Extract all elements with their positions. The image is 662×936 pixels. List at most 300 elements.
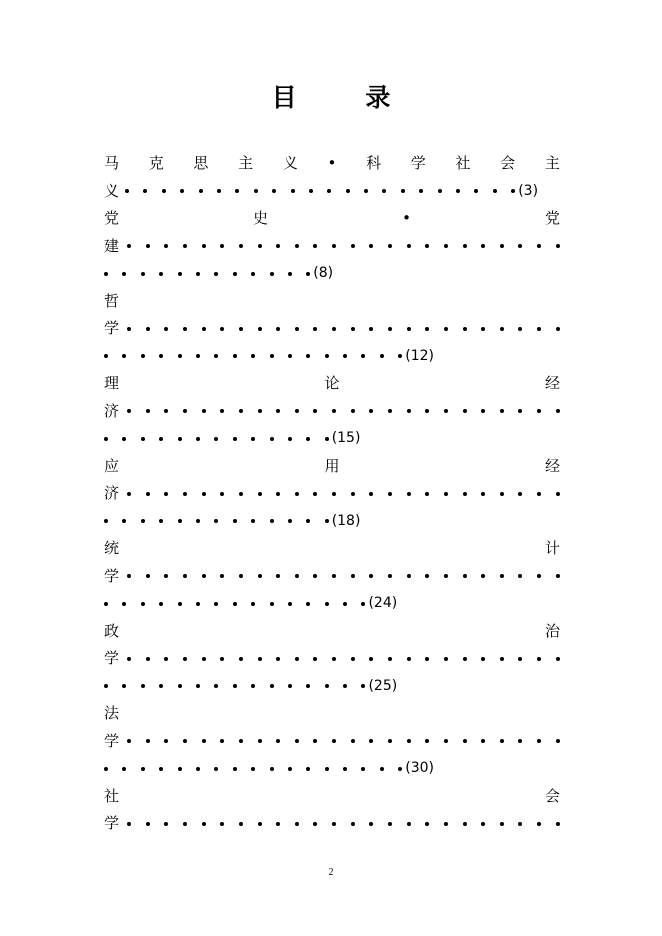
leader-dot — [122, 272, 126, 276]
leader-dot — [233, 272, 237, 276]
leader-dot — [313, 327, 317, 331]
toc-char: 用 — [324, 456, 340, 475]
toc-page-number: (8) — [313, 265, 334, 281]
leader-dot — [332, 657, 336, 661]
leader-dot — [425, 492, 429, 496]
leader-dot — [251, 684, 255, 688]
leader-dot — [343, 767, 347, 771]
leader-dot — [325, 519, 329, 523]
leader-dot — [556, 822, 560, 826]
leader-dot — [270, 767, 274, 771]
leader-dot — [398, 354, 402, 358]
leader-dot — [500, 492, 504, 496]
toc-char: 学 — [104, 731, 120, 750]
leader-dot — [233, 602, 237, 606]
leader-dot — [276, 657, 280, 661]
leader-dot — [481, 327, 485, 331]
leader-dot — [346, 189, 350, 193]
leader-dot — [272, 189, 276, 193]
leader-dot — [463, 327, 467, 331]
toc-entry-line1 — [104, 700, 560, 728]
toc-char: 思 — [193, 154, 209, 172]
toc-char: 论 — [324, 374, 340, 392]
leader-dot — [463, 574, 467, 578]
toc-char: 学 — [104, 319, 120, 337]
leader-dot — [343, 354, 347, 358]
leader-dot — [183, 574, 187, 578]
leader-dot — [351, 657, 355, 661]
leader-dot — [127, 327, 131, 331]
leader-dot — [178, 602, 182, 606]
leader-dot — [270, 519, 274, 523]
leader-dot — [196, 602, 200, 606]
leader-dot — [122, 519, 126, 523]
leader-dot — [295, 244, 299, 248]
leader-dot — [239, 657, 243, 661]
leader-dot — [162, 189, 166, 193]
leader-dot — [125, 189, 129, 193]
leader-dot — [251, 354, 255, 358]
leader-dot — [214, 684, 218, 688]
leader-dot — [425, 327, 429, 331]
toc-char: 治 — [544, 621, 560, 640]
leader-dot — [104, 519, 108, 523]
toc-entry-line1 — [104, 535, 560, 563]
leader-dot — [407, 739, 411, 743]
toc-char: 义 — [282, 154, 298, 172]
leader-dot — [196, 684, 200, 688]
leader-dot — [444, 574, 448, 578]
toc-char: 义 — [104, 181, 120, 200]
leader-dot — [419, 189, 423, 193]
leader-dot — [325, 767, 329, 771]
leader-dot — [537, 574, 541, 578]
toc-entry-leader — [104, 728, 560, 756]
leader-dot — [361, 767, 365, 771]
leader-dot — [425, 739, 429, 743]
toc-page-number: (25) — [368, 677, 398, 694]
leader-dot — [196, 354, 200, 358]
toc-page-number: (3) — [518, 182, 539, 199]
leader-dot — [183, 657, 187, 661]
toc-char: 计 — [544, 539, 560, 557]
leader-dot — [214, 767, 218, 771]
leader-dot — [295, 492, 299, 496]
leader-dot — [369, 327, 373, 331]
leader-dot — [481, 492, 485, 496]
leader-dot — [276, 739, 280, 743]
leader-dot — [351, 492, 355, 496]
toc-char: 学 — [104, 649, 120, 667]
leader-dot — [178, 519, 182, 523]
toc-entry-leader — [104, 233, 560, 261]
leader-dot — [481, 822, 485, 826]
leader-dot — [537, 657, 541, 661]
leader-dot — [141, 437, 145, 441]
toc-entry-line1 — [104, 618, 560, 646]
leader-dot — [270, 272, 274, 276]
toc-entry-leader-cont — [104, 343, 560, 371]
leader-dot — [500, 739, 504, 743]
leader-dot — [127, 492, 131, 496]
leader-dot — [214, 437, 218, 441]
toc-entry-leader-cont — [104, 590, 560, 618]
leader-dot — [556, 574, 560, 578]
leader-dot — [444, 244, 448, 248]
leader-dot — [313, 739, 317, 743]
leader-dot — [493, 189, 497, 193]
leader-dot — [258, 574, 262, 578]
leader-dot — [295, 822, 299, 826]
leader-dot — [425, 574, 429, 578]
toc-entry-leader-cont — [104, 508, 560, 536]
leader-dot — [164, 492, 168, 496]
toc-entry-leader — [104, 645, 560, 673]
leader-dot — [141, 354, 145, 358]
leader-dot — [444, 492, 448, 496]
leader-dot — [233, 767, 237, 771]
leader-dot — [351, 244, 355, 248]
leader-dot — [407, 822, 411, 826]
leader-dot — [159, 272, 163, 276]
toc-char: 应 — [104, 456, 120, 475]
toc-char: 史 — [253, 209, 269, 227]
toc-entry-line1 — [104, 453, 560, 481]
toc-char: 主 — [544, 154, 560, 172]
leader-dot — [306, 437, 310, 441]
leader-dot — [233, 354, 237, 358]
leader-dot — [306, 602, 310, 606]
leader-dot — [288, 767, 292, 771]
leader-dot — [500, 822, 504, 826]
leader-dot — [251, 519, 255, 523]
leader-dot — [164, 739, 168, 743]
leader-dot — [407, 327, 411, 331]
leader-dot — [500, 657, 504, 661]
leader-dot — [463, 244, 467, 248]
leader-dot — [202, 492, 206, 496]
leader-dot — [327, 189, 331, 193]
leader-dot — [127, 574, 131, 578]
leader-dot — [351, 327, 355, 331]
leader-dot — [214, 354, 218, 358]
toc-char: 克 — [148, 154, 164, 172]
toc-char: 学 — [104, 566, 120, 585]
leader-dot — [233, 437, 237, 441]
leader-dot — [276, 244, 280, 248]
toc-char: 法 — [104, 704, 120, 722]
leader-dot — [332, 574, 336, 578]
leader-dot — [332, 244, 336, 248]
leader-dot — [306, 519, 310, 523]
leader-dot — [481, 574, 485, 578]
leader-dot — [306, 354, 310, 358]
leader-dot — [500, 327, 504, 331]
leader-dot — [518, 492, 522, 496]
toc-page-number: (24) — [368, 595, 398, 611]
leader-dot — [425, 409, 429, 413]
leader-dot — [178, 272, 182, 276]
leader-dot — [463, 657, 467, 661]
toc-entry-leader — [104, 563, 560, 591]
toc-char: 经 — [544, 374, 560, 392]
leader-dot — [214, 519, 218, 523]
leader-dot — [481, 244, 485, 248]
leader-dot — [233, 684, 237, 688]
leader-dot — [407, 409, 411, 413]
leader-dot — [220, 822, 224, 826]
leader-dot — [556, 409, 560, 413]
leader-dot — [239, 739, 243, 743]
leader-dot — [276, 574, 280, 578]
toc-entry-leader — [104, 480, 560, 508]
leader-dot — [388, 739, 392, 743]
leader-dot — [159, 767, 163, 771]
leader-dot — [214, 602, 218, 606]
leader-dot — [251, 602, 255, 606]
leader-dot — [196, 767, 200, 771]
leader-dot — [537, 327, 541, 331]
leader-dot — [537, 492, 541, 496]
leader-dot — [258, 409, 262, 413]
leader-dot — [295, 574, 299, 578]
leader-dot — [369, 492, 373, 496]
toc-char: 社 — [104, 786, 120, 805]
leader-dot — [388, 244, 392, 248]
leader-dot — [537, 822, 541, 826]
leader-dot — [306, 272, 310, 276]
leader-dot — [369, 244, 373, 248]
leader-dot — [351, 822, 355, 826]
toc-char: 济 — [104, 401, 120, 420]
leader-dot — [518, 409, 522, 413]
toc-entry-leader-cont — [104, 260, 560, 288]
leader-dot — [164, 244, 168, 248]
leader-dot — [313, 657, 317, 661]
leader-dot — [239, 574, 243, 578]
leader-dot — [518, 574, 522, 578]
leader-dot — [295, 657, 299, 661]
leader-dot — [199, 189, 203, 193]
leader-dot — [220, 327, 224, 331]
leader-dot — [104, 354, 108, 358]
page-number-footer: 2 — [328, 867, 334, 878]
page-title: 目 录 — [271, 83, 421, 112]
leader-dot — [164, 657, 168, 661]
leader-dot — [369, 574, 373, 578]
leader-dot — [196, 437, 200, 441]
table-of-contents — [104, 150, 560, 838]
leader-dot — [288, 437, 292, 441]
toc-char: 建 — [104, 236, 120, 255]
leader-dot — [141, 684, 145, 688]
leader-dot — [146, 574, 150, 578]
leader-dot — [104, 272, 108, 276]
leader-dot — [239, 492, 243, 496]
leader-dot — [270, 684, 274, 688]
toc-page-number: (12) — [405, 347, 434, 364]
leader-dot — [104, 602, 108, 606]
leader-dot — [104, 437, 108, 441]
leader-dot — [369, 657, 373, 661]
leader-dot — [270, 354, 274, 358]
leader-dot — [276, 822, 280, 826]
leader-dot — [481, 739, 485, 743]
toc-char: • — [402, 209, 411, 227]
leader-dot — [313, 409, 317, 413]
leader-dot — [388, 409, 392, 413]
leader-dot — [220, 574, 224, 578]
leader-dot — [141, 602, 145, 606]
leader-dot — [380, 767, 384, 771]
leader-dot — [183, 492, 187, 496]
leader-dot — [537, 244, 541, 248]
leader-dot — [233, 519, 237, 523]
leader-dot — [511, 189, 515, 193]
leader-dot — [239, 327, 243, 331]
leader-dot — [425, 822, 429, 826]
leader-dot — [463, 492, 467, 496]
toc-page-number: (18) — [331, 512, 361, 529]
leader-dot — [313, 574, 317, 578]
leader-dot — [288, 354, 292, 358]
leader-dot — [122, 437, 126, 441]
toc-entry-leader-cont — [104, 425, 560, 453]
leader-dot — [164, 409, 168, 413]
toc-page-number: (15) — [331, 430, 361, 446]
leader-dot — [444, 739, 448, 743]
leader-dot — [518, 657, 522, 661]
leader-dot — [122, 767, 126, 771]
leader-dot — [127, 244, 131, 248]
leader-dot — [239, 244, 243, 248]
leader-dot — [398, 767, 402, 771]
toc-entry-line1 — [104, 150, 560, 178]
leader-dot — [425, 657, 429, 661]
leader-dot — [325, 602, 329, 606]
leader-dot — [220, 409, 224, 413]
leader-dot — [164, 574, 168, 578]
leader-dot — [463, 409, 467, 413]
toc-char: 会 — [544, 786, 560, 805]
leader-dot — [202, 327, 206, 331]
leader-dot — [127, 657, 131, 661]
leader-dot — [518, 739, 522, 743]
leader-dot — [500, 409, 504, 413]
leader-dot — [288, 519, 292, 523]
toc-char: 理 — [104, 374, 120, 392]
toc-entry-line1 — [104, 288, 560, 316]
leader-dot — [122, 602, 126, 606]
leader-dot — [332, 739, 336, 743]
leader-dot — [444, 657, 448, 661]
leader-dot — [295, 739, 299, 743]
leader-dot — [143, 189, 147, 193]
leader-dot — [537, 409, 541, 413]
leader-dot — [159, 354, 163, 358]
leader-dot — [313, 492, 317, 496]
leader-dot — [146, 492, 150, 496]
leader-dot — [178, 767, 182, 771]
toc-entry-leader — [104, 398, 560, 426]
leader-dot — [407, 657, 411, 661]
toc-char: 党 — [544, 209, 560, 227]
leader-dot — [288, 602, 292, 606]
leader-dot — [258, 739, 262, 743]
leader-dot — [306, 767, 310, 771]
toc-entry-leader — [104, 810, 560, 838]
leader-dot — [127, 409, 131, 413]
leader-dot — [235, 189, 239, 193]
toc-char: 主 — [238, 154, 254, 172]
leader-dot — [500, 244, 504, 248]
leader-dot — [202, 244, 206, 248]
leader-dot — [258, 244, 262, 248]
leader-dot — [141, 272, 145, 276]
leader-dot — [202, 657, 206, 661]
leader-dot — [196, 272, 200, 276]
leader-dot — [369, 409, 373, 413]
leader-dot — [251, 437, 255, 441]
toc-entry-leader-cont — [104, 673, 560, 701]
leader-dot — [332, 492, 336, 496]
leader-dot — [127, 822, 131, 826]
leader-dot — [251, 272, 255, 276]
leader-dot — [380, 354, 384, 358]
toc-char: 党 — [104, 209, 120, 227]
leader-dot — [276, 492, 280, 496]
leader-dot — [276, 327, 280, 331]
leader-dot — [306, 684, 310, 688]
leader-dot — [196, 519, 200, 523]
leader-dot — [444, 409, 448, 413]
leader-dot — [343, 602, 347, 606]
leader-dot — [288, 684, 292, 688]
leader-dot — [425, 244, 429, 248]
leader-dot — [361, 684, 365, 688]
leader-dot — [146, 739, 150, 743]
leader-dot — [127, 739, 131, 743]
leader-dot — [481, 657, 485, 661]
leader-dot — [500, 574, 504, 578]
leader-dot — [369, 739, 373, 743]
leader-dot — [556, 492, 560, 496]
leader-dot — [146, 244, 150, 248]
toc-char: • — [327, 154, 337, 172]
toc-char: 学 — [104, 814, 120, 832]
toc-char: 学 — [410, 154, 426, 172]
toc-entry-leader-cont — [104, 755, 560, 783]
leader-dot — [518, 244, 522, 248]
leader-dot — [295, 327, 299, 331]
toc-char: 济 — [104, 484, 120, 502]
leader-dot — [104, 684, 108, 688]
leader-dot — [214, 272, 218, 276]
leader-dot — [183, 244, 187, 248]
leader-dot — [518, 822, 522, 826]
leader-dot — [258, 822, 262, 826]
leader-dot — [291, 189, 295, 193]
leader-dot — [164, 327, 168, 331]
leader-dot — [141, 767, 145, 771]
leader-dot — [270, 437, 274, 441]
leader-dot — [183, 327, 187, 331]
leader-dot — [258, 492, 262, 496]
leader-dot — [325, 354, 329, 358]
leader-dot — [313, 244, 317, 248]
leader-dot — [288, 272, 292, 276]
leader-dot — [178, 684, 182, 688]
